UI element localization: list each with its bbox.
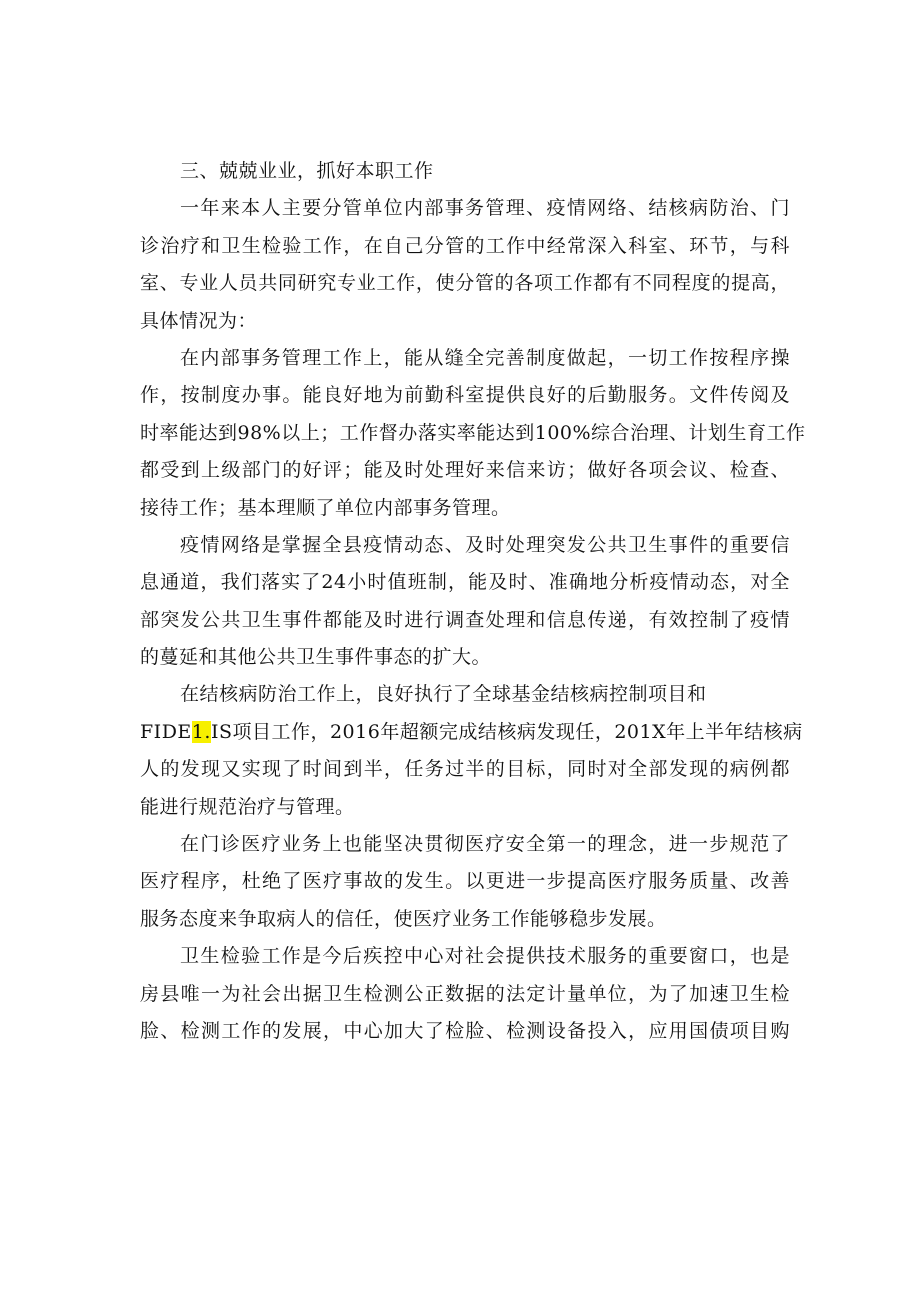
paragraph-line: 接待工作；基本理顺了单位内部事务管理。 — [140, 496, 511, 519]
paragraph-line: 医疗程序，杜绝了医疗事故的发生。以更进一步提高医疗服务质量、改善 — [140, 870, 790, 893]
paragraph-line: 室、专业人员共同研究专业工作，使分管的各项工作都有不同程度的提高， — [140, 272, 790, 295]
paragraph-line: 能进行规范治疗与管理。 — [140, 795, 355, 818]
paragraph-line: 人的发现又实现了时间到半，任务过半的目标，同时对全部发现的病例都 — [140, 758, 790, 781]
paragraph-line-with-highlight — [140, 714, 803, 751]
paragraph-line: 诊治疗和卫生检验工作，在自己分管的工作中经常深入科室、环节，与科 — [140, 234, 790, 257]
paragraph-line: 都受到上级部门的好评；能及时处理好来信来访；做好各项会议、检查、 — [140, 459, 790, 482]
paragraph-line: 卫生检验工作是今后疾控中心对社会提供技术服务的重要窗口，也是 — [180, 945, 790, 968]
highlighted-text: 1. — [191, 720, 211, 743]
paragraph-line: 疫情网络是掌握全县疫情动态、及时处理突发公共卫生事件的重要信 — [180, 533, 790, 556]
paragraph-line: 脸、检测工作的发展，中心加大了检脸、检测设备投入，应用国债项目购 — [140, 1019, 790, 1042]
paragraph-line: 在内部事务管理工作上，能从缝全完善制度做起，一切工作按程序操 — [180, 346, 790, 369]
paragraph-line: 的蔓延和其他公共卫生事件事态的扩大。 — [140, 646, 492, 669]
document-body — [140, 153, 806, 1050]
paragraph-line: 息通道，我们落实了24小时值班制，能及时、准确地分析疫情动态，对全 — [140, 571, 790, 594]
paragraph-line: 具体情况为： — [140, 309, 258, 332]
text-run: IS项目工作，2016年超额完成结核病发现任，201X年上半年结核病 — [210, 720, 803, 743]
paragraph-line: 作，按制度办事。能良好地为前勤科室提供良好的后勤服务。文件传阅及 — [140, 384, 790, 407]
section-heading: 三、兢兢业业，抓好本职工作 — [180, 160, 434, 182]
paragraph-line: 房县唯一为社会出据卫生检测公正数据的法定计量单位，为了加速卫生检 — [140, 982, 790, 1005]
text-run: FIDE — [140, 720, 192, 743]
paragraph-line: 服务态度来争取病人的信任，使医疗业务工作能够稳步发展。 — [140, 907, 667, 930]
paragraph-line: 在结核病防治工作上，良好执行了全球基金结核病控制项目和 — [180, 683, 707, 706]
paragraph-line: 在门诊医疗业务上也能坚决贯彻医疗安全第一的理念，进一步规范了 — [180, 833, 790, 856]
paragraph-line: 一年来本人主要分管单位内部事务管理、疫情网络、结核病防治、门 — [180, 197, 790, 220]
paragraph-line: 部突发公共卫生事件都能及时进行调查处理和信息传递，有效控制了疫情 — [140, 608, 790, 631]
paragraph-line: 时率能达到98%以上；工作督办落实率能达到100%综合治理、计划生育工作 — [140, 421, 806, 444]
